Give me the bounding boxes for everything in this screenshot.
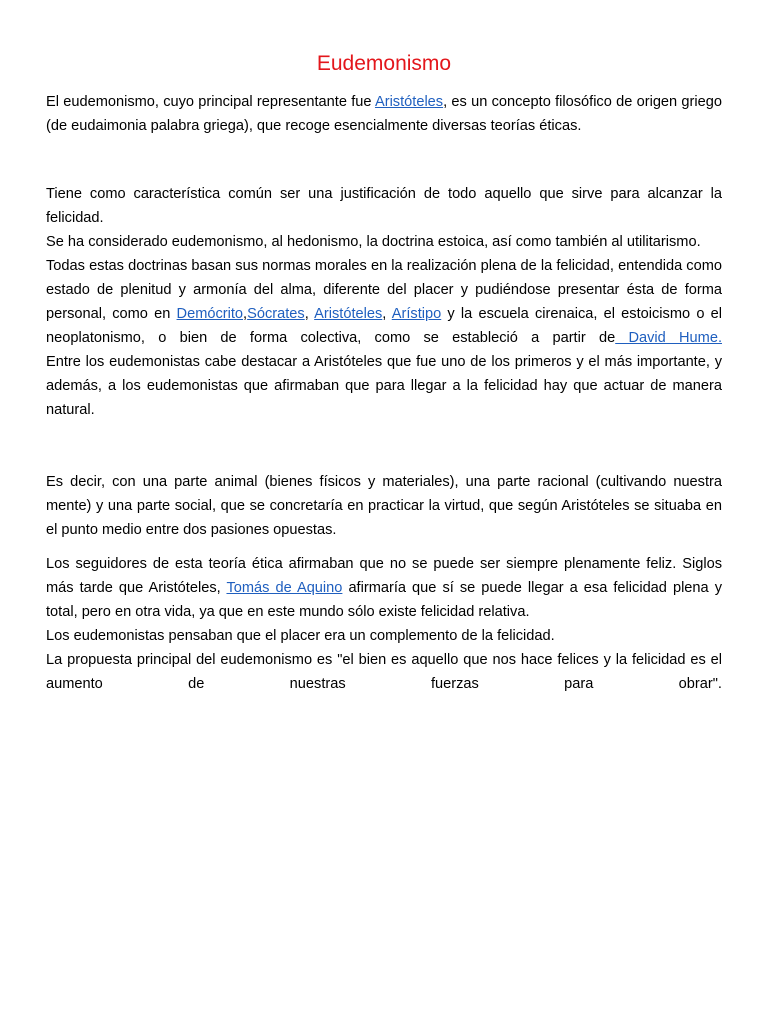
followers-text-after: afirmaría que sí se puede llegar a esa felicidad plena y total, pero en otra vida, ya que en este mundo sólo existe felicidad relativa. — [46, 580, 722, 620]
paragraph-eudemonists: Entre los eudemonistas cabe destacar a Aristóteles que fue uno de los primeros y el más importante, y además, a los eudemonistas que afirmaban que para llegar a la felicidad hay que actuar de manera natural. — [46, 354, 722, 418]
spacer — [46, 542, 722, 552]
separator: , — [382, 306, 392, 322]
intro-text-after: , es un concepto filosófico de origen griego (de eudaimonia palabra griega), que recoge esencialmente diversas teorías éticas. — [46, 94, 722, 134]
paragraph-considered: Se ha considerado eudemonismo, al hedonismo, la doctrina estoica, así como también al utilitarismo. — [46, 234, 701, 250]
paragraph-doctrines — [46, 254, 722, 350]
doctrines-text-before: Todas estas doctrinas basan sus normas morales en la realización plena de la felicidad, entendida como estado de plenitud y armonía del alma, diferente del placer y pudiéndose presentar ésta de forma personal, como en — [46, 258, 722, 322]
link-david-hume[interactable]: David Hume. — [615, 330, 722, 346]
link-aristipo[interactable]: Arístipo — [391, 306, 442, 322]
spacer — [46, 138, 722, 182]
link-aristoteles[interactable]: Aristóteles — [374, 94, 444, 110]
link-socrates[interactable]: Sócrates — [247, 306, 305, 322]
separator: , — [304, 306, 315, 322]
spacer — [46, 422, 722, 470]
paragraph-proposal: La propuesta principal del eudemonismo es "el bien es aquello que nos hace felices y la felicidad es el aumento de nuestras fuerzas para obrar". — [46, 652, 722, 692]
page-title: Eudemonismo — [316, 52, 452, 75]
separator: , — [243, 306, 248, 322]
paragraph-pleasure: Los eudemonistas pensaban que el placer era un complemento de la felicidad. — [46, 628, 555, 644]
link-tomas-de-aquino[interactable]: Tomás de Aquino — [226, 580, 343, 596]
followers-text-before: Los seguidores de esta teoría ética afirmaban que no se puede ser siempre plenamente feliz. Siglos más tarde que Aristóteles, — [46, 556, 722, 596]
intro-text-before: El eudemonismo, cuyo principal representante fue — [46, 94, 375, 110]
paragraph-followers — [46, 552, 722, 624]
paragraph-characteristic: Tiene como característica común ser una justificación de todo aquello que sirve para alcanzar la felicidad. — [46, 186, 722, 226]
paragraph-parts: Es decir, con una parte animal (bienes físicos y materiales), una parte racional (cultivando nuestra mente) y una parte social, que se concretaría en practicar la virtud, que según Aristóteles se situaba en el punto medio entre dos pasiones opuestas. — [46, 474, 722, 538]
link-aristoteles-2[interactable]: Aristóteles — [314, 306, 383, 322]
link-democrito[interactable]: Demócrito — [176, 306, 244, 322]
paragraph-intro — [46, 90, 722, 138]
doctrines-text-middle: y la escuela cirenaica, el estoicismo o el neoplatonismo, o bien de forma colectiva, como se estableció a partir de — [46, 306, 722, 346]
